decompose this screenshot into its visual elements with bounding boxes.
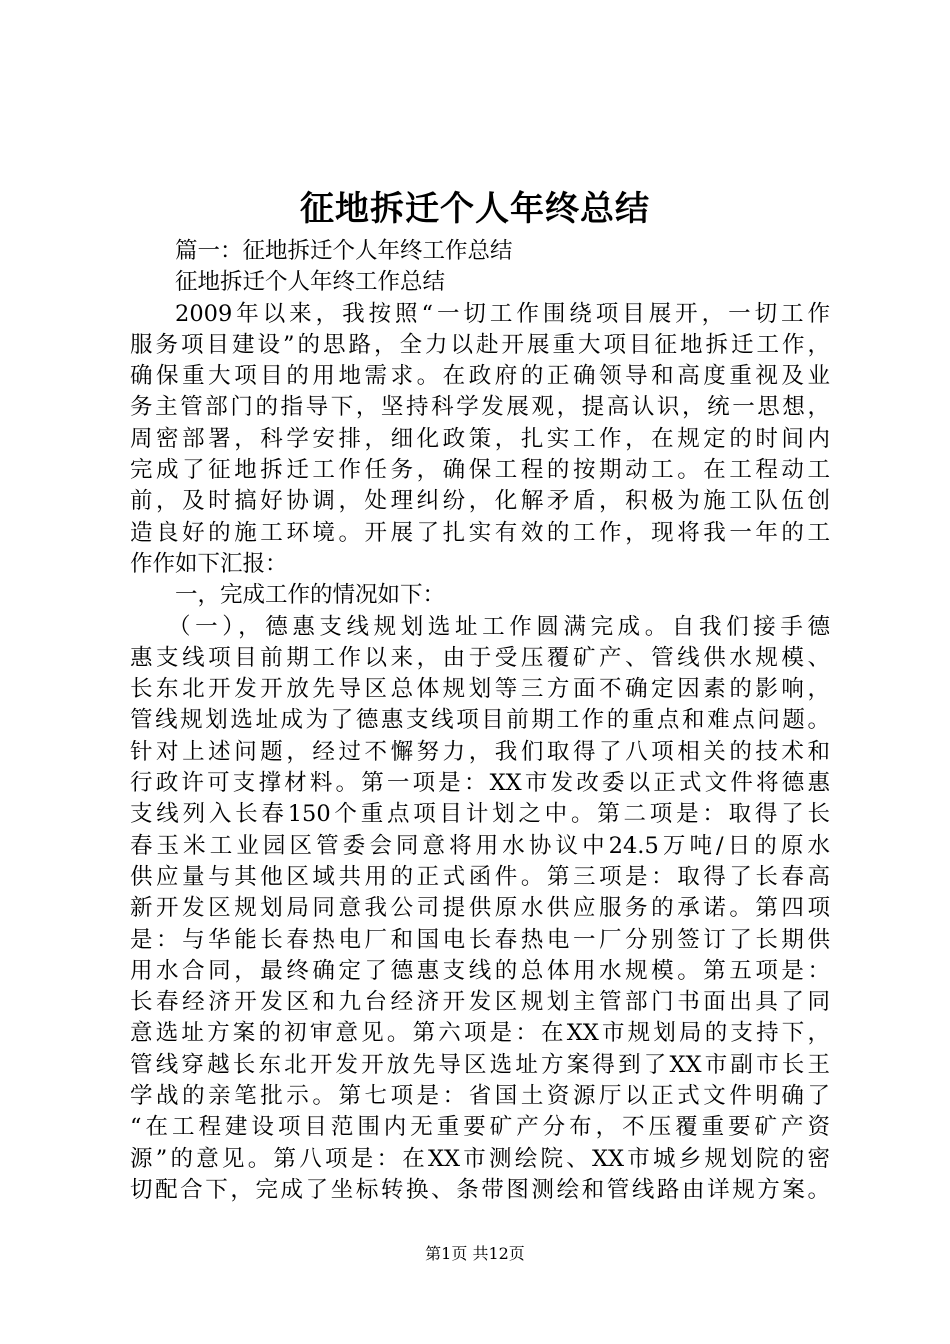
text-line: 服务项目建设”的思路，全力以赴开展重大项目征地拆迁工作， — [130, 331, 830, 358]
text-line: 新开发区规划局同意我公司提供原水供应服务的承诺。第四项 — [130, 895, 830, 922]
text-line: 意选址方案的初审意见。第六项是：在XX市规划局的支持下， — [130, 1020, 830, 1047]
text-line: 用水合同，最终确定了德惠支线的总体用水规模。第五项是： — [130, 957, 830, 984]
text-line: “在工程建设项目范围内无重要矿产分布，不压覆重要矿产资 — [130, 1114, 830, 1141]
text-line: 篇一：征地拆迁个人年终工作总结 — [175, 238, 513, 264]
document-body — [130, 236, 830, 1206]
text-line: 长春经济开发区和九台经济开发区规划主管部门书面出具了同 — [130, 989, 830, 1016]
text-line: 2009年以来，我按照“一切工作围绕项目展开，一切工作 — [175, 300, 830, 327]
text-line: 管线穿越长东北开发开放先导区选址方案得到了XX市副市长王 — [130, 1051, 830, 1078]
text-line: 支线列入长春150个重点项目计划之中。第二项是：取得了长 — [130, 801, 830, 828]
text-line: 造良好的施工环境。开展了扎实有效的工作，现将我一年的工 — [130, 519, 830, 546]
text-line: 切配合下，完成了坐标转换、条带图测绘和管线路由详规方案。 — [130, 1176, 830, 1203]
text-line: 确保重大项目的用地需求。在政府的正确领导和高度重视及业 — [130, 363, 830, 390]
text-line: 针对上述问题，经过不懈努力，我们取得了八项相关的技术和 — [130, 738, 830, 765]
text-line: 作作如下汇报： — [130, 550, 288, 577]
text-line: 惠支线项目前期工作以来，由于受压覆矿产、管线供水规模、 — [130, 644, 830, 671]
text-line: 周密部署，科学安排，细化政策，扎实工作，在规定的时间内 — [130, 425, 830, 452]
text-line: 供应量与其他区域共用的正式函件。第三项是：取得了长春高 — [130, 863, 830, 890]
text-line: 是：与华能长春热电厂和国电长春热电一厂分别签订了长期供 — [130, 926, 830, 953]
text-line: （一），德惠支线规划选址工作圆满完成。自我们接手德 — [168, 613, 830, 640]
text-line: 长东北开发开放先导区总体规划等三方面不确定因素的影响， — [130, 676, 830, 703]
text-line: 学战的亲笔批示。第七项是：省国土资源厅以正式文件明确了 — [130, 1083, 830, 1110]
text-line: 务主管部门的指导下，坚持科学发展观，提高认识，统一思想， — [130, 394, 830, 421]
text-line: 前，及时搞好协调，处理纠纷，化解矛盾，积极为施工队伍创 — [130, 488, 830, 515]
text-line: 管线规划选址成为了德惠支线项目前期工作的重点和难点问题。 — [130, 707, 830, 734]
document-title: 征地拆迁个人年终总结 — [300, 189, 650, 229]
text-line: 征地拆迁个人年终工作总结 — [175, 269, 446, 296]
text-line: 一，完成工作的情况如下： — [175, 582, 446, 609]
page-footer: 第1页 共12页 — [425, 1244, 525, 1263]
text-line: 源”的意见。第八项是：在XX市测绘院、XX市城乡规划院的密 — [130, 1145, 830, 1172]
text-line: 行政许可支撑材料。第一项是：XX市发改委以正式文件将德惠 — [130, 770, 830, 797]
text-line: 春玉米工业园区管委会同意将用水协议中24.5万吨/日的原水 — [130, 832, 830, 859]
text-line: 完成了征地拆迁工作任务，确保工程的按期动工。在工程动工 — [130, 457, 830, 484]
